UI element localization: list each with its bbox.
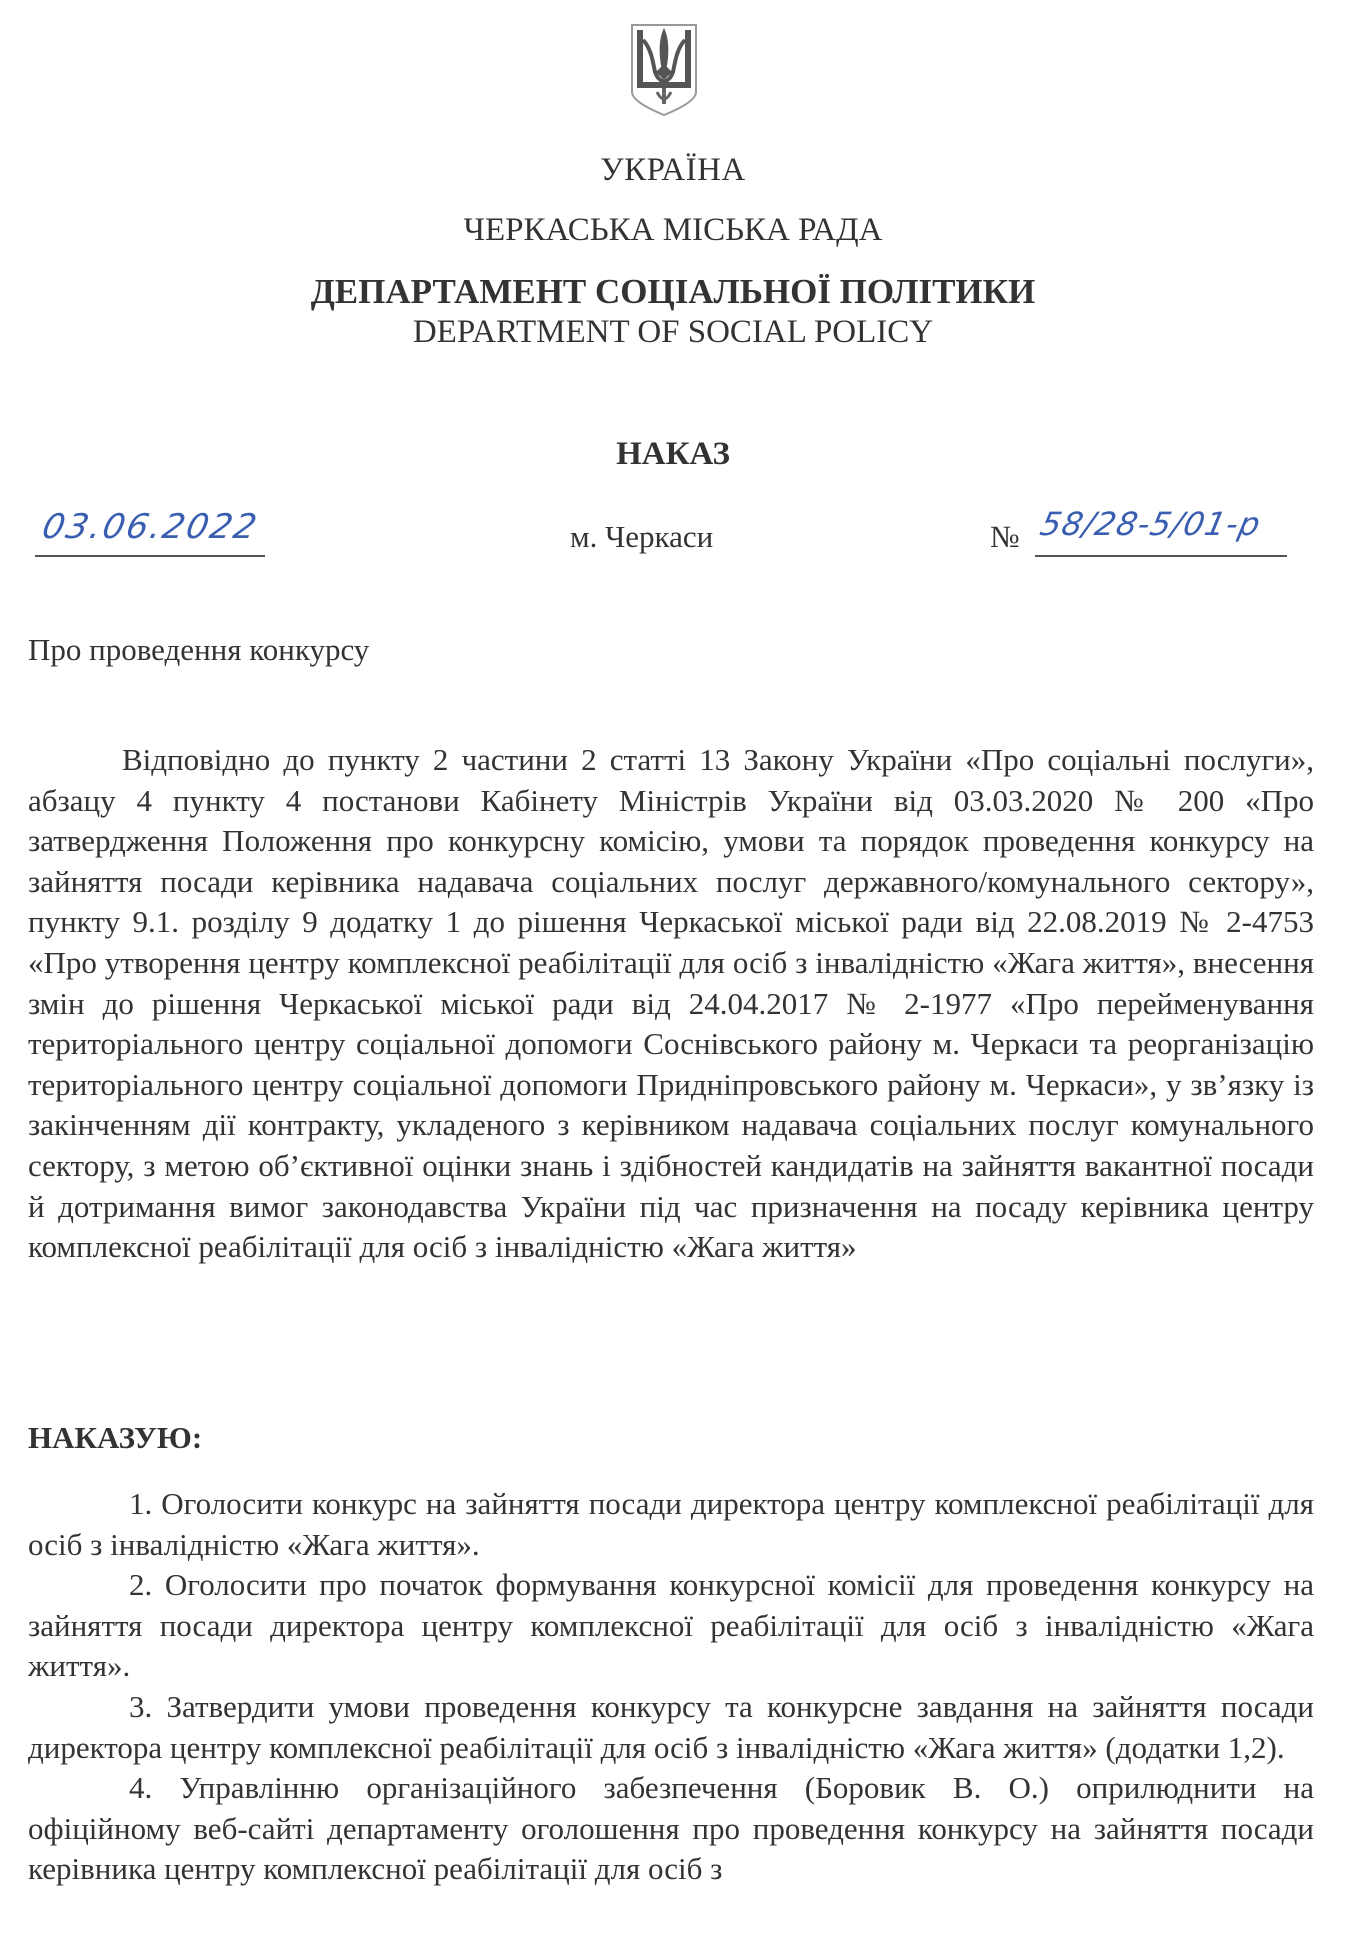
order-item-4: 4. Управлінню організаційного забезпечення (Боровик В. О.) оприлюднити на офіційному веб-сайті департаменту оголошення про проведення конкурсу на зайняття посади керівника центру комплексної реабілітації для осіб з bbox=[28, 1770, 1314, 1887]
order-number-field bbox=[1035, 507, 1287, 557]
preamble-paragraph: Відповідно до пункту 2 частини 2 статті 13 Закону України «Про соціальні послуги», абзацу 4 пункту 4 постанови Кабінету Міністрів України від 03.03.2020 № 200 «Про затвердження Положення про конкурсну комісію, умови та порядок проведення конкурсу на зайняття посади керівника надавача соціальних послуг державного/комунального сектору», пункту 9.1. розділу 9 додатку 1 до рішення Черкаської міської ради від 22.08.2019 № 2-4753 «Про утворення центру комплексної реабілітації для осіб з інвалідністю «Жага життя», внесення змін до рішення Черкаської міської ради від 24.04.2017 № 2-1977 «Про перейменування територіального центру соціальної допомоги Соснівського району м. Черкаси та реорганізацію територіального центру соціальної допомоги Придніпровського району м. Черкаси», у зв’язку із закінченням дії контракту, укладеного з керівником надавача соціальних послуг комунального сектору, з метою об’єктивної оцінки знань і здібностей кандидатів на зайняття вакантної посади й дотримання вимог законодавства України під час призначення на посаду керівника центру комплексної реабілітації для осіб з інвалідністю «Жага життя» bbox=[28, 742, 1314, 1265]
order-title: НАКАЗ bbox=[616, 436, 730, 472]
command-word: НАКАЗУЮ: bbox=[28, 1420, 203, 1455]
order-date-field bbox=[35, 509, 265, 557]
order-number-label: № bbox=[990, 519, 1020, 554]
order-item-1: 1. Оголосити конкурс на зайняття посади директора центру комплексної реабілітації для осіб з інвалідністю «Жага життя». bbox=[28, 1486, 1314, 1562]
coat-of-arms-icon bbox=[629, 22, 699, 118]
order-item-2: 2. Оголосити про початок формування конкурсної комісії для проведення конкурсу на зайняття посади директора центру комплексної реабілітації для осіб з інвалідністю «Жага життя». bbox=[28, 1567, 1314, 1684]
department-name-ua: ДЕПАРТАМЕНТ СОЦІАЛЬНОЇ ПОЛІТИКИ bbox=[310, 272, 1036, 311]
department-name-en: DEPARTMENT OF SOCIAL POLICY bbox=[412, 314, 934, 350]
order-meta-row bbox=[0, 505, 1346, 565]
order-number-handwritten: 58/28-5/01-р bbox=[1036, 505, 1265, 543]
city-council-name: ЧЕРКАСЬКА МІСЬКА РАДА bbox=[463, 212, 883, 248]
order-subject: Про проведення конкурсу bbox=[28, 632, 370, 667]
country-name: УКРАЇНА bbox=[600, 152, 746, 188]
order-item-3: 3. Затвердити умови проведення конкурсу та конкурсне завдання на зайняття посади директора центру комплексної реабілітації для осіб з інвалідністю «Жага життя» (додатки 1,2). bbox=[28, 1688, 1314, 1765]
order-city: м. Черкаси bbox=[570, 519, 714, 554]
order-date-handwritten: 03.06.2022 bbox=[38, 507, 262, 547]
order-items-list bbox=[28, 1484, 1314, 1890]
